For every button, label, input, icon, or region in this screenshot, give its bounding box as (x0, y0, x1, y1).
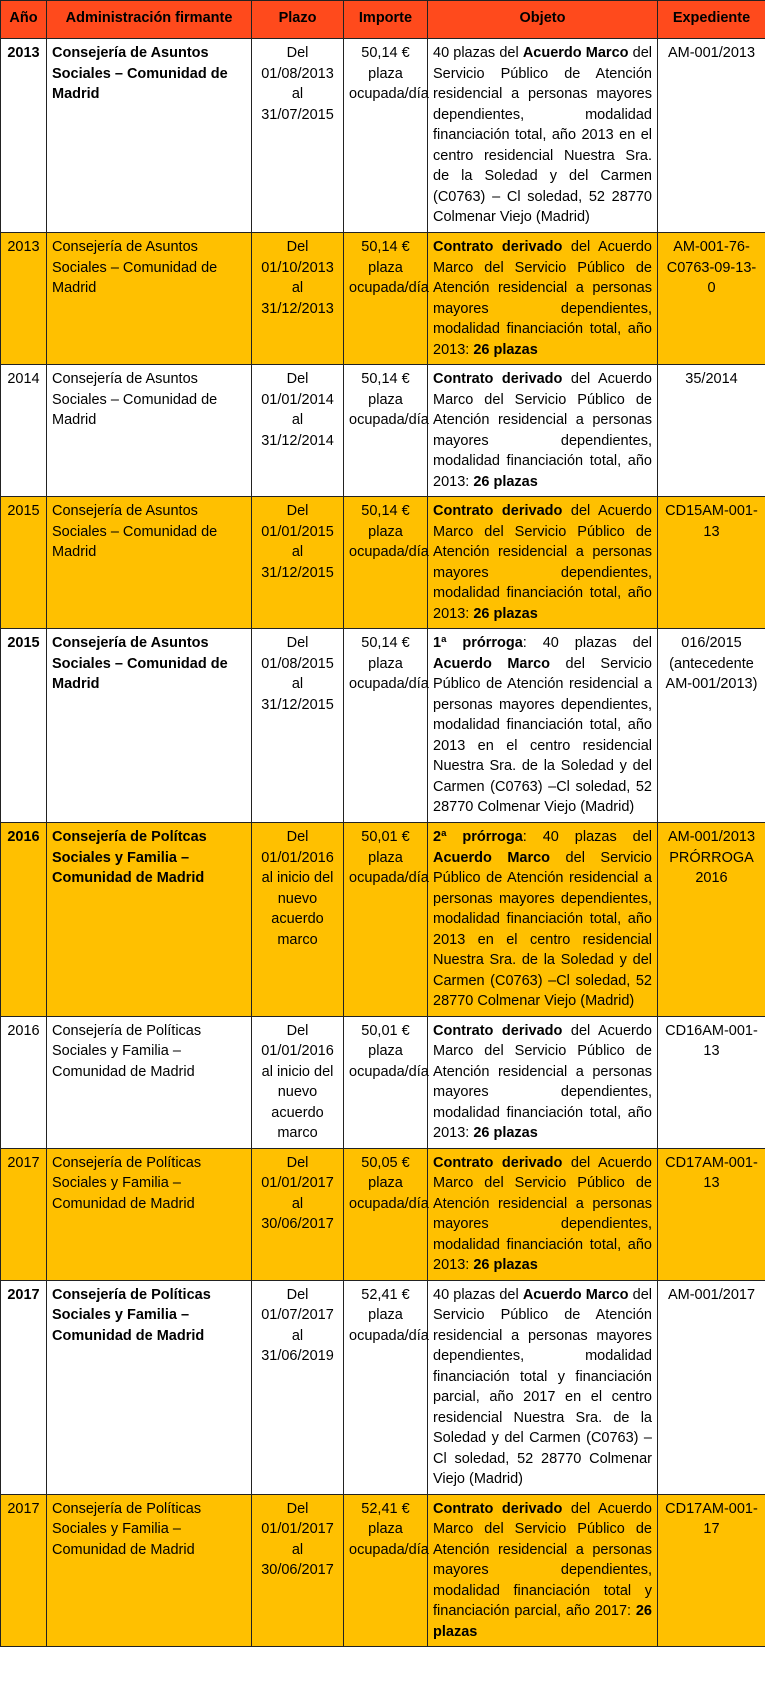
objeto-bold-fragment: 26 plazas (473, 341, 538, 358)
cell-admin: Consejería de Políticas Sociales y Familia – Comunidad de Madrid (47, 1148, 252, 1280)
cell-plazo: Del 01/10/2013 al 31/12/2013 (252, 233, 344, 365)
objeto-bold-fragment: Acuerdo Marco (433, 849, 551, 866)
cell-importe: 52,41 € plaza ocupada/día (344, 1280, 428, 1494)
table-row (1, 1280, 765, 1494)
cell-expediente: 016/2015 (antecedente AM-001/2013) (658, 629, 765, 823)
objeto-text-fragment: del Acuerdo Marco del Servicio Público de Atención residencial a personas mayores dependientes, modalidad financiación total y financiación parcial, año 2017: (433, 1500, 652, 1619)
table-row (1, 1016, 765, 1148)
cell-plazo: Del 01/07/2017 al 31/06/2019 (252, 1280, 344, 1494)
cell-year: 2016 (1, 1016, 47, 1148)
cell-year: 2017 (1, 1280, 47, 1494)
cell-expediente: CD17AM-001-17 (658, 1494, 765, 1647)
cell-objeto (428, 233, 658, 365)
objeto-bold-fragment: Acuerdo Marco (522, 45, 629, 61)
cell-plazo: Del 01/01/2016 al inicio del nuevo acuerdo marco (252, 823, 344, 1017)
cell-admin: Consejería de Asuntos Sociales – Comunidad de Madrid (47, 39, 252, 233)
cell-importe: 50,14 € plaza ocupada/día (344, 233, 428, 365)
header-expediente: Expediente (658, 1, 765, 39)
header-year: Año (1, 1, 47, 39)
table-row (1, 1148, 765, 1280)
objeto-bold-fragment: 26 plazas (473, 605, 538, 622)
header-row (1, 1, 765, 39)
header-importe: Importe (344, 1, 428, 39)
objeto-text-fragment: del Servicio Público de Atención residencial a personas mayores dependientes, modalidad financiación total, año 2013 en el centro residencial Nuestra Sra. de la Soledad y del Carmen (C0763) –Cl soledad, 52 28770 Colmenar Viejo (Madrid) (433, 655, 652, 815)
cell-year: 2015 (1, 629, 47, 823)
objeto-bold-fragment: 26 plazas (473, 1125, 538, 1141)
cell-admin: Consejería de Políticas Sociales y Familia – Comunidad de Madrid (47, 1494, 252, 1647)
objeto-bold-fragment: Contrato derivado (433, 503, 563, 519)
objeto-bold-fragment: Contrato derivado (433, 239, 563, 255)
cell-objeto (428, 365, 658, 497)
cell-plazo: Del 01/01/2014 al 31/12/2014 (252, 365, 344, 497)
cell-admin: Consejería de Asuntos Sociales – Comunidad de Madrid (47, 365, 252, 497)
cell-year: 2016 (1, 823, 47, 1017)
objeto-text-fragment: del Servicio Público de Atención residencial a personas mayores dependientes, modalidad financiación total, año 2013 en el centro residencial Nuestra Sra. de la Soledad y del Carmen (C0763) – Cl soledad, 52 28770 Colmenar Viejo (Madrid) (433, 45, 652, 225)
objeto-bold-fragment: Contrato derivado (433, 1154, 563, 1171)
cell-importe: 52,41 € plaza ocupada/día (344, 1494, 428, 1647)
objeto-text-fragment: del Servicio Público de Atención residencial a personas mayores dependientes, modalidad financiación total y financiación parcial, año 2017 en el centro residencial Nuestra Sra. de la Soledad y del Carmen (C0763) –Cl soledad, 52 28770 Colmenar Viejo (Madrid) (433, 1286, 652, 1487)
cell-plazo: Del 01/08/2015 al 31/12/2015 (252, 629, 344, 823)
cell-importe: 50,05 € plaza ocupada/día (344, 1148, 428, 1280)
cell-objeto (428, 1016, 658, 1148)
cell-expediente: 35/2014 (658, 365, 765, 497)
objeto-bold-fragment: 26 plazas (473, 473, 538, 490)
table-body (1, 39, 765, 1647)
cell-importe: 50,14 € plaza ocupada/día (344, 365, 428, 497)
cell-year: 2013 (1, 39, 47, 233)
table-row (1, 365, 765, 497)
objeto-bold-fragment: Contrato derivado (433, 371, 563, 387)
objeto-text-fragment: del Acuerdo Marco del Servicio Público de Atención residencial a personas mayores dependientes, modalidad financiación total, año 2013: (433, 503, 652, 622)
header-admin: Administración firmante (47, 1, 252, 39)
objeto-text-fragment: del Acuerdo Marco del Servicio Público de Atención residencial a personas mayores dependientes, modalidad financiación total, año 2013: (433, 239, 652, 358)
table-row (1, 823, 765, 1017)
cell-objeto (428, 1148, 658, 1280)
cell-objeto (428, 629, 658, 823)
table-row (1, 39, 765, 233)
objeto-bold-fragment: Acuerdo Marco (433, 655, 551, 672)
cell-expediente: AM-001-76- C0763-09-13-0 (658, 233, 765, 365)
objeto-text-fragment: del Acuerdo Marco del Servicio Público de Atención residencial a personas mayores dependientes, modalidad financiación total, año 2013: (433, 1154, 652, 1273)
cell-admin: Consejería de Asuntos Sociales – Comunidad de Madrid (47, 497, 252, 629)
cell-year: 2013 (1, 233, 47, 365)
cell-expediente: CD16AM-001-13 (658, 1016, 765, 1148)
cell-objeto (428, 497, 658, 629)
objeto-text-fragment: : 40 plazas del (522, 829, 652, 845)
objeto-bold-fragment: 1ª prórroga (433, 635, 523, 651)
table-row (1, 1494, 765, 1647)
cell-year: 2017 (1, 1148, 47, 1280)
cell-admin: Consejería de Políticas Sociales y Familia – Comunidad de Madrid (47, 1280, 252, 1494)
cell-plazo: Del 01/08/2013 al 31/07/2015 (252, 39, 344, 233)
objeto-bold-fragment: Contrato derivado (433, 1022, 563, 1039)
cell-year: 2017 (1, 1494, 47, 1647)
cell-expediente: AM-001/2013 (658, 39, 765, 233)
cell-expediente: AM-001/2013 PRÓRROGA 2016 (658, 823, 765, 1017)
cell-importe: 50,01 € plaza ocupada/día (344, 1016, 428, 1148)
cell-admin: Consejería de Asuntos Sociales – Comunidad de Madrid (47, 629, 252, 823)
cell-expediente: CD17AM-001-13 (658, 1148, 765, 1280)
cell-year: 2015 (1, 497, 47, 629)
cell-importe: 50,01 € plaza ocupada/día (344, 823, 428, 1017)
cell-admin: Consejería de Políticas Sociales y Familia – Comunidad de Madrid (47, 1016, 252, 1148)
cell-admin: Consejería de Polítcas Sociales y Familia – Comunidad de Madrid (47, 823, 252, 1017)
table-row (1, 497, 765, 629)
table-row (1, 233, 765, 365)
cell-admin: Consejería de Asuntos Sociales – Comunidad de Madrid (47, 233, 252, 365)
table-header (1, 1, 765, 39)
cell-plazo: Del 01/01/2016 al inicio del nuevo acuerdo marco (252, 1016, 344, 1148)
cell-objeto (428, 39, 658, 233)
cell-expediente: AM-001/2017 (658, 1280, 765, 1494)
objeto-text-fragment: 40 plazas del (433, 45, 523, 61)
objeto-bold-fragment: Contrato derivado (433, 1500, 563, 1517)
objeto-text-fragment: del Acuerdo Marco del Servicio Público de Atención residencial a personas mayores dependientes, modalidad financiación total, año 2013: (433, 371, 652, 490)
cell-plazo: Del 01/01/2017 al 30/06/2017 (252, 1148, 344, 1280)
cell-objeto (428, 1280, 658, 1494)
cell-importe: 50,14 € plaza ocupada/día (344, 629, 428, 823)
header-plazo: Plazo (252, 1, 344, 39)
cell-importe: 50,14 € plaza ocupada/día (344, 39, 428, 233)
objeto-text-fragment: del Acuerdo Marco del Servicio Público de Atención residencial a personas mayores dependientes, modalidad financiación total, año 2013: (433, 1022, 652, 1141)
cell-expediente: CD15AM-001-13 (658, 497, 765, 629)
objeto-text-fragment: : 40 plazas del (522, 635, 652, 651)
objeto-bold-fragment: 2ª prórroga (433, 829, 523, 845)
objeto-text-fragment: 40 plazas del (433, 1286, 523, 1303)
cell-objeto (428, 823, 658, 1017)
objeto-text-fragment: del Servicio Público de Atención residencial a personas mayores dependientes, modalidad financiación total, año 2013 en el centro residencial Nuestra Sra. de la Soledad y del Carmen (C0763) –Cl soledad, 52 28770 Colmenar Viejo (Madrid) (433, 849, 652, 1009)
table-row (1, 629, 765, 823)
cell-plazo: Del 01/01/2015 al 31/12/2015 (252, 497, 344, 629)
cell-importe: 50,14 € plaza ocupada/día (344, 497, 428, 629)
cell-plazo: Del 01/01/2017 al 30/06/2017 (252, 1494, 344, 1647)
cell-objeto (428, 1494, 658, 1647)
objeto-bold-fragment: 26 plazas (473, 1257, 538, 1273)
objeto-bold-fragment: 26 plazas (433, 1603, 652, 1640)
cell-year: 2014 (1, 365, 47, 497)
objeto-bold-fragment: Acuerdo Marco (522, 1286, 629, 1303)
header-objeto: Objeto (428, 1, 658, 39)
